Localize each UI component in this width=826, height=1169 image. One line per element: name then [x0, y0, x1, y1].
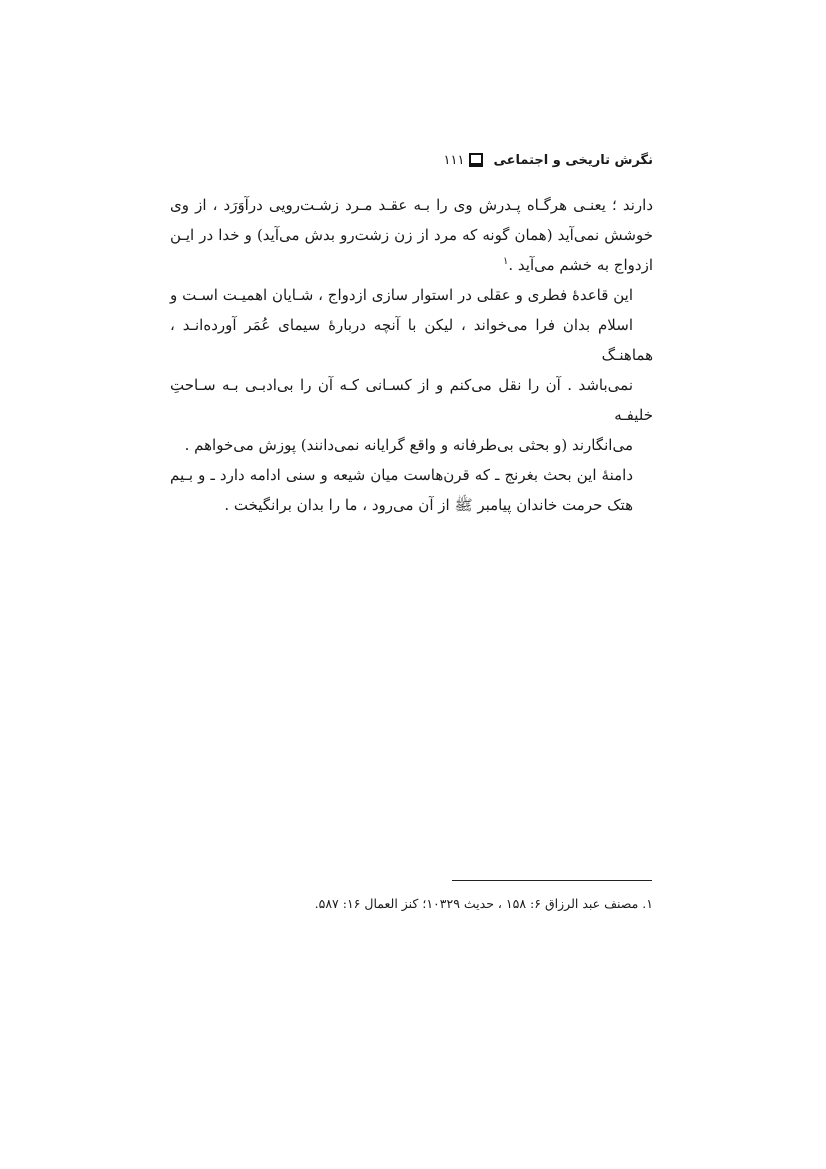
text-line: اسلام بدان فرا می‌خواند ، لیکن با آنچه دربارهٔ سیمای عُمَر آورده‌انـد ، هماهنـگ: [170, 316, 653, 364]
text-line: نمی‌باشد . آن را نقل می‌کنم و از کسـانی کـه آن را بی‌ادبـی بـه سـاحتِ خلیفـه: [170, 376, 653, 424]
main-text: [170, 190, 653, 520]
paragraph-3: [170, 460, 653, 520]
paragraph-2: [170, 280, 653, 460]
text-line: هتک حرمت خاندان پیامبر ﷺ از آن می‌رود ، ما را بدان برانگیخت .: [224, 496, 633, 514]
text-line: خوشش نمی‌آید (همان گونه که مرد از زن زشت‌رو بدش می‌آید) و خدا در ایـن: [170, 226, 653, 244]
page-number: ۱۱۱: [443, 152, 465, 168]
square-marker-icon: [469, 153, 483, 167]
text-line: دامنهٔ این بحث بغرنج ـ که قرن‌هاست میان شیعه و سنی ادامه دارد ـ و بـیم: [170, 466, 633, 484]
text-line: می‌انگارند (و بحثی بی‌طرفانه و واقع گرایانه نمی‌دانند) پوزش می‌خواهم .: [184, 436, 633, 454]
text-line: این قاعدهٔ فطری و عقلی در استوار سازی ازدواج ، شـایان اهمیـت اسـت و: [170, 286, 633, 304]
footnote-reference[interactable]: ۱: [502, 256, 509, 267]
text-line: دارند ؛ یعنـی هرگـاه پـدرش وی را بـه عقـد مـرد زشـت‌رویی درآوَرَد ، از وی: [170, 196, 653, 214]
footnote-divider: [452, 880, 652, 881]
text-line-with-ref: [170, 250, 653, 280]
footnote: ۱. مصنف عبد الرزاق ۶: ۱۵۸ ، حدیث ۱۰۳۲۹؛ کنز العمال ۱۶: ۵۸۷.: [314, 896, 653, 911]
paragraph-1: [170, 190, 653, 280]
header-title: نگرش تاریخی و اجتماعی: [493, 152, 653, 168]
text-line: ازدواج به خشم می‌آید .: [508, 256, 653, 274]
running-header: [170, 148, 653, 172]
